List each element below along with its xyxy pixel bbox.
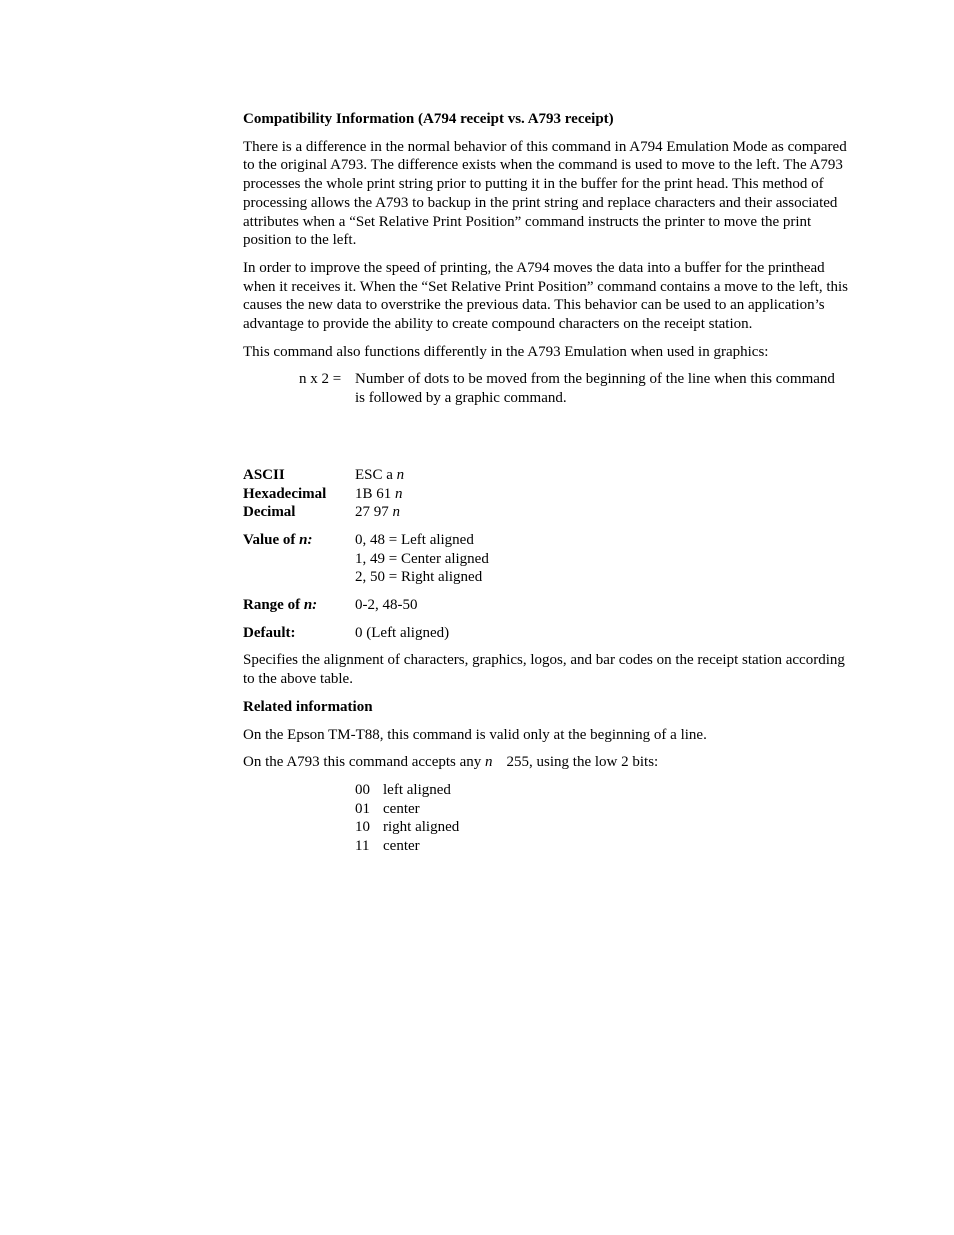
compat-paragraph-3: This command also functions differently in the A793 Emulation when used in graphics: [243, 343, 769, 360]
bit-item [355, 837, 848, 856]
range-label: Range of n: [243, 597, 318, 614]
command-table [243, 466, 848, 643]
ascii-value: ESC a n [355, 466, 405, 483]
ascii-label: ASCII [243, 466, 285, 483]
bit-code: 01 [355, 800, 370, 817]
bit-item [355, 781, 848, 800]
range-row [243, 596, 848, 615]
document-page [243, 110, 848, 856]
bit-label: left aligned [383, 781, 451, 798]
ascii-row [243, 466, 848, 485]
bit-list [355, 781, 848, 856]
related-paragraph-2: On the A793 this command accepts any n 255, using the low 2 bits: [243, 754, 659, 771]
bit-item [355, 818, 848, 837]
default-row [243, 624, 848, 643]
compat-paragraph-2: In order to improve the speed of printing, the A794 moves the data into a buffer for the printhead when it receives it. When the “Set Relative Print Position” command contains a move to the left, this causes the new data to overstrike the previous data. This behavior can be used to an application’s advantage to provide the ability to create compound characters on the receipt station. [243, 259, 849, 333]
compat-heading: Compatibility Information (A794 receipt vs. A793 receipt) [243, 111, 614, 127]
default-label: Default: [243, 624, 296, 641]
bit-label: center [383, 838, 420, 855]
value-item: 1, 49 = Center aligned [355, 550, 489, 567]
bit-code: 10 [355, 819, 370, 836]
compat-paragraph-1: There is a difference in the normal behavior of this command in A794 Emulation Mode as compared to the original A793. The difference exists when the command is used to move to the left. The A793 processes the whole print string prior to putting it in the buffer for the print head. This method of processing allows the A793 to backup in the print string and replace characters and their associated attributes when a “Set Relative Print Position” command instructs the printer to move the print position to the left. [243, 138, 847, 249]
decimal-row [243, 503, 848, 522]
related-heading: Related information [243, 698, 373, 715]
value-row [243, 531, 848, 587]
bit-code: 00 [355, 781, 370, 798]
decimal-value: 27 97 n [355, 504, 400, 521]
value-label: Value of n: [243, 531, 313, 548]
default-value: 0 (Left aligned) [355, 624, 450, 641]
bit-label: center [383, 800, 420, 817]
definition-term: n x 2 = [299, 371, 342, 388]
value-item: 2, 50 = Right aligned [355, 569, 483, 586]
range-value: 0-2, 48-50 [355, 597, 418, 614]
bit-label: right aligned [383, 819, 460, 836]
bit-code: 11 [355, 838, 370, 855]
decimal-label: Decimal [243, 504, 296, 521]
bit-item [355, 800, 848, 819]
description-paragraph: Specifies the alignment of characters, graphics, logos, and bar codes on the receipt station according to the above table. [243, 652, 845, 688]
value-item: 0, 48 = Left aligned [355, 531, 474, 548]
value-list [355, 531, 848, 587]
graphics-definition [299, 370, 848, 407]
hex-row [243, 485, 848, 504]
hex-value: 1B 61 n [355, 485, 403, 502]
definition-description: Number of dots to be moved from the beginning of the line when this command is followed by a graphic command. [355, 371, 835, 407]
related-paragraph-1: On the Epson TM-T88, this command is valid only at the beginning of a line. [243, 726, 707, 743]
hex-label: Hexadecimal [243, 485, 327, 502]
